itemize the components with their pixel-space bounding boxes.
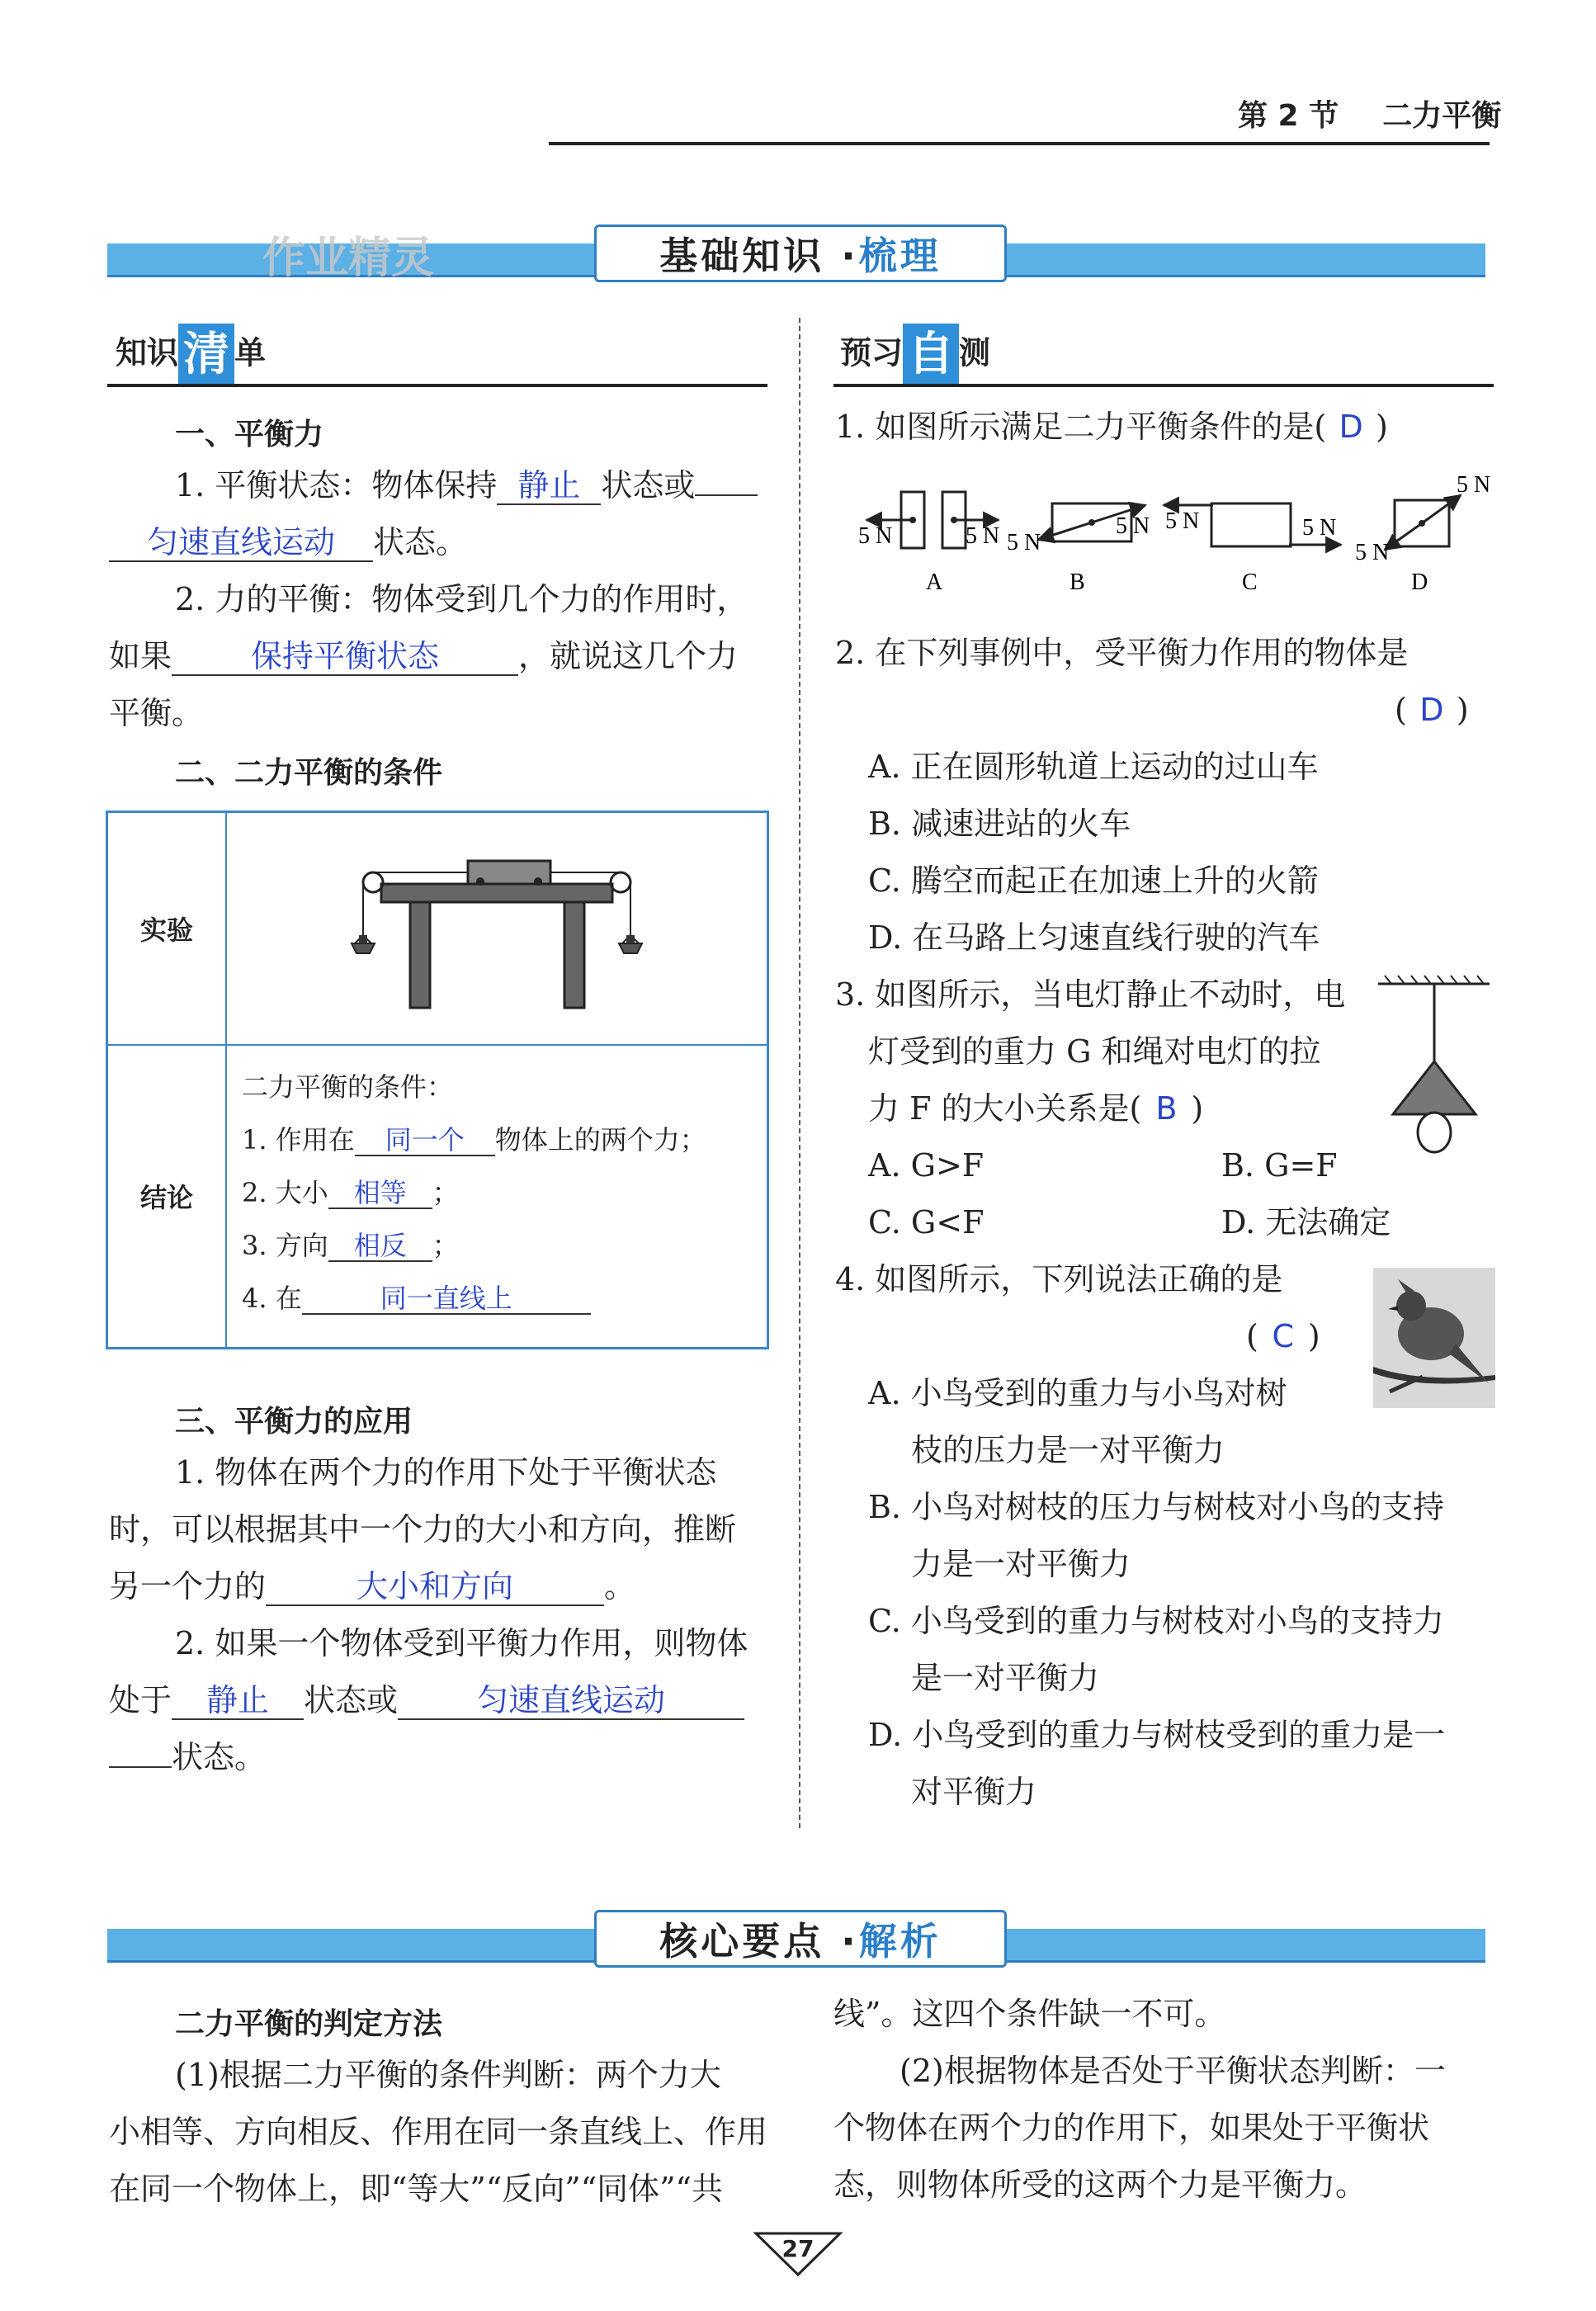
s1-para2-line2: 如果 保持平衡状态 ，就说这几个力 xyxy=(109,638,739,674)
condition-2: 2. 大小 相等 ； xyxy=(242,1176,459,1208)
q2-option-d: D. 在马路上匀速直线行驶的汽车 xyxy=(868,919,1320,956)
head-box-qing: 清 xyxy=(178,324,234,386)
row-label-conclusion: 结论 xyxy=(107,1045,227,1349)
force-label: 5 N xyxy=(858,523,893,549)
s3-para1-line2: 时，可以根据其中一个力的大小和方向，推断 xyxy=(109,1511,737,1548)
answer-same-line: 同一直线上 xyxy=(302,1284,591,1315)
q4-option-b-line2: 力是一对平衡力 xyxy=(911,1546,1131,1582)
q2-option-a: A. 正在圆形轨道上运动的过山车 xyxy=(868,749,1319,785)
q3-line1: 3. 如图所示，当电灯静止不动时，电 xyxy=(835,976,1346,1013)
q3-answer: B xyxy=(1155,1090,1178,1127)
condition-3: 3. 方向 相反 ； xyxy=(242,1229,459,1261)
banner-basic-knowledge: 基础知识 · 梳理 xyxy=(594,224,1007,282)
q3-option-c: C. G<F xyxy=(868,1204,985,1241)
q2-option-c: C. 腾空而起正在加速上升的火箭 xyxy=(868,862,1319,899)
core-left-line2: 小相等、方向相反、作用在同一条直线上、作用 xyxy=(109,2114,768,2150)
q2-option-b: B. 减速进站的火车 xyxy=(868,806,1131,842)
bird-on-branch-photo xyxy=(1373,1268,1495,1408)
s1-para1-line1: 1. 平衡状态：物体保持 静止 状态或 xyxy=(175,457,758,514)
core-title: 二力平衡的判定方法 xyxy=(175,2007,443,2041)
answer-uniform-motion-2: 匀速直线运动 xyxy=(398,1684,744,1720)
head-box-zi: 自 xyxy=(903,324,959,386)
q3-option-b: B. G=F xyxy=(1221,1147,1338,1184)
force-label: 5 N xyxy=(1355,540,1390,565)
q4-answer-paren: ( C ) xyxy=(1246,1308,1320,1365)
answer-uniform-motion: 匀速直线运动 xyxy=(109,526,373,562)
force-label: 5 N xyxy=(1165,508,1200,534)
s3-para2-line2: 处于 静止 状态或 匀速直线运动 xyxy=(109,1672,744,1729)
q4-option-c-line1: C. 小鸟受到的重力与树枝对小鸟的支持力 xyxy=(868,1603,1444,1639)
condition-1: 1. 作用在 同一个 物体上的两个力； xyxy=(242,1123,706,1156)
q3-line3: 力 F 的大小关系是( B ) xyxy=(868,1080,1203,1137)
section-1-title: 一、平衡力 xyxy=(175,418,324,451)
lamp-figure xyxy=(1370,974,1494,1164)
diagram-label-a: A xyxy=(926,569,943,595)
q1-force-diagrams xyxy=(850,475,1502,607)
s1-para1-line2: 匀速直线运动 状态。 xyxy=(109,514,467,571)
s1-para2-line1: 2. 力的平衡：物体受到几个力的作用时， xyxy=(175,581,748,617)
section-3-title: 三、平衡力的应用 xyxy=(175,1405,413,1439)
q4-option-c-line2: 是一对平衡力 xyxy=(911,1660,1100,1696)
force-label: 5 N xyxy=(1457,475,1491,498)
section-2-title: 二、二力平衡的条件 xyxy=(175,756,443,790)
force-label: 5 N xyxy=(966,523,1000,549)
experiment-table xyxy=(106,811,769,1349)
core-left-line3: 在同一个物体上，即“等大”“反向”“同体”“共 xyxy=(109,2171,723,2207)
s3-para1-line3: 另一个力的 大小和方向 。 xyxy=(109,1568,636,1604)
core-right-line4: 态，则物体所受的这两个力是平衡力。 xyxy=(833,2167,1367,2203)
conditions-title: 二力平衡的条件： xyxy=(242,1070,454,1103)
section-number: 第 2 节 xyxy=(1238,99,1339,133)
question-2: 2. 在下列事例中，受平衡力作用的物体是 xyxy=(835,635,1409,671)
s1-para2-line3: 平衡。 xyxy=(109,695,204,731)
answer-magnitude-direction: 大小和方向 xyxy=(266,1570,604,1606)
right-head-rule xyxy=(833,384,1494,387)
watermark: 作业精灵 xyxy=(262,234,435,283)
core-right-line2: (2)根据物体是否处于平衡状态判断：一 xyxy=(900,2053,1446,2089)
condition-4: 4. 在 同一直线上 xyxy=(242,1272,767,1325)
force-label: 5 N xyxy=(1302,515,1337,541)
page-number: 27 xyxy=(781,2235,815,2262)
q2-answer-paren: ( D ) xyxy=(1395,682,1469,739)
answer-equal: 相等 xyxy=(328,1179,432,1209)
diagram-label-b: B xyxy=(1070,569,1085,595)
diagram-label-d: D xyxy=(1411,569,1428,595)
s3-para2-line1: 2. 如果一个物体受到平衡力作用，则物体 xyxy=(175,1625,748,1661)
left-head-rule xyxy=(107,384,767,387)
answer-opposite: 相反 xyxy=(328,1231,432,1262)
q4-option-a-line1: A. 小鸟受到的重力与小鸟对树 xyxy=(868,1375,1287,1411)
chapter-header xyxy=(1238,92,1501,135)
core-right-line3: 个物体在两个力的作用下，如果处于平衡状 xyxy=(833,2110,1430,2146)
experiment-figure-cell xyxy=(226,812,768,1045)
q4-option-d-line2: 对平衡力 xyxy=(911,1774,1037,1810)
q4-option-b-line1: B. 小鸟对树枝的压力与树枝对小鸟的支持 xyxy=(868,1489,1445,1525)
q1-answer: D xyxy=(1339,409,1363,445)
core-right-line1: 线”。这四个条件缺一不可。 xyxy=(833,1996,1226,2032)
q4-option-d-line1: D. 小鸟受到的重力与树枝受到的重力是一 xyxy=(868,1717,1446,1753)
s3-para2-line3: 状态。 xyxy=(109,1729,266,1786)
answer-keep-balance: 保持平衡状态 xyxy=(172,640,518,676)
question-1: 1. 如图所示满足二力平衡条件的是( D ) xyxy=(835,399,1388,456)
s3-para1-line1: 1. 物体在两个力的作用下处于平衡状态 xyxy=(175,1454,717,1491)
experiment-apparatus-figure xyxy=(348,836,645,1018)
question-4: 4. 如图所示，下列说法正确的是 xyxy=(835,1261,1283,1297)
q4-answer: C xyxy=(1272,1318,1295,1354)
diagram-label-c: C xyxy=(1242,569,1258,595)
q4-option-a-line2: 枝的压力是一对平衡力 xyxy=(911,1432,1225,1468)
header-rule xyxy=(549,142,1490,145)
force-label: 5 N xyxy=(1116,513,1150,539)
answer-static-2: 静止 xyxy=(172,1684,304,1720)
section-title: 二力平衡 xyxy=(1382,99,1502,133)
q3-option-a: A. G>F xyxy=(868,1147,985,1184)
banner-core-points: 核心要点 · 解析 xyxy=(594,1910,1007,1968)
force-label: 5 N xyxy=(1007,530,1041,555)
answer-static: 静止 xyxy=(497,469,601,505)
left-column-head: 知识 清 单 xyxy=(116,324,266,386)
core-left-line1: (1)根据二力平衡的条件判断：两个力大 xyxy=(175,2057,721,2093)
right-column-head: 预习 自 测 xyxy=(840,324,990,386)
conclusion-cell xyxy=(226,1045,768,1349)
row-label-experiment: 实验 xyxy=(107,812,227,1045)
answer-same-object: 同一个 xyxy=(355,1126,495,1156)
q3-option-d: D. 无法确定 xyxy=(1221,1204,1391,1241)
column-divider xyxy=(799,318,800,1828)
q2-answer: D xyxy=(1419,692,1444,728)
q3-line2: 灯受到的重力 G 和绳对电灯的拉 xyxy=(868,1033,1321,1070)
